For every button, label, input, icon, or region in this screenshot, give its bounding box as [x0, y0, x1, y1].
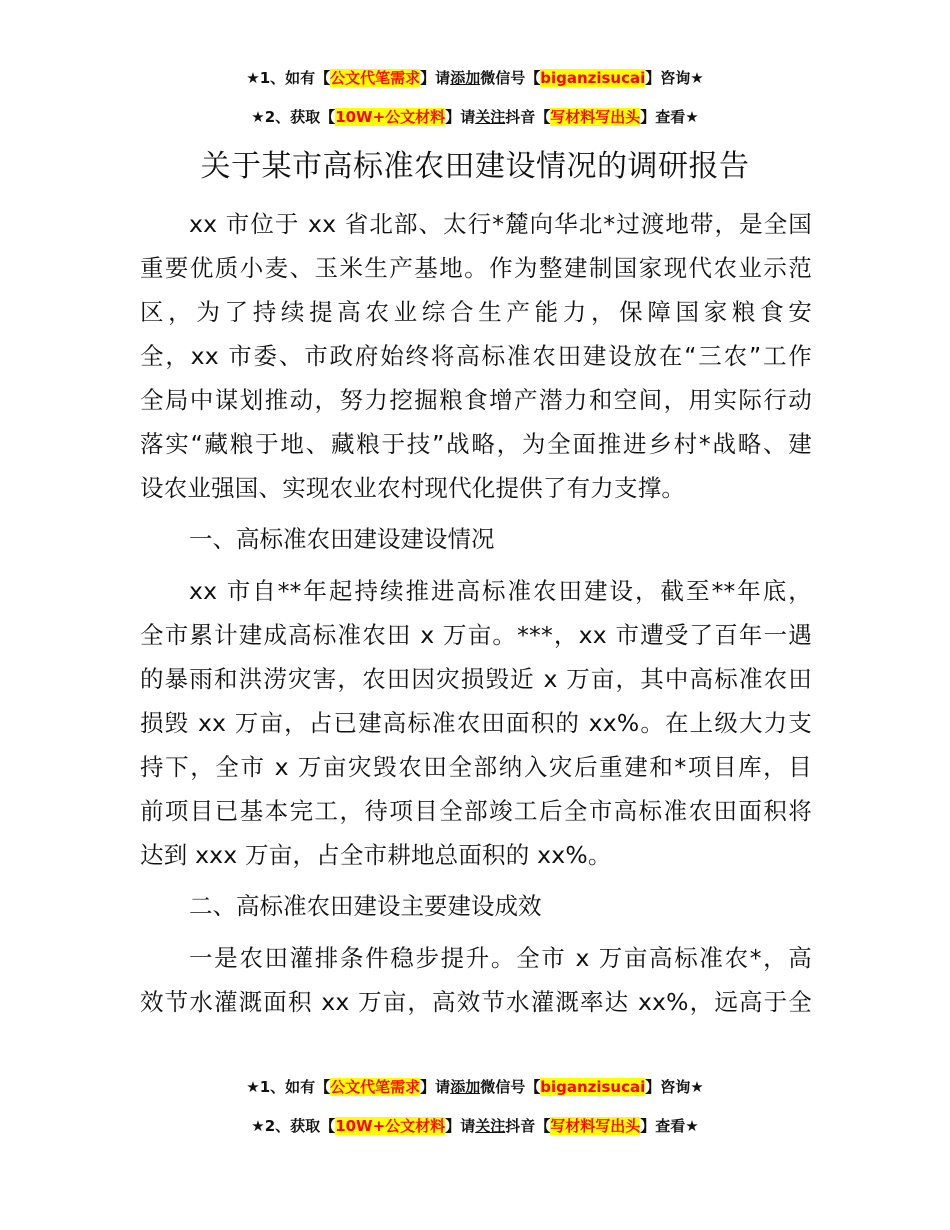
- banner-underlined: 添加: [450, 69, 481, 87]
- banner-highlight: 写材料写出头: [550, 108, 641, 126]
- section-heading: 二、高标准农田建设主要建设成效: [189, 892, 542, 920]
- paragraph-line: 的暴雨和洪涝灾害，农田因灾损毁近 x 万亩，其中高标准农田: [140, 665, 812, 693]
- document-title: 关于某市高标准农田建设情况的调研报告: [200, 149, 750, 184]
- banner-prefix: ★2、获取【: [251, 1117, 336, 1135]
- banner-highlight: 10W+公文材料: [335, 1117, 446, 1135]
- banner-text: 】请: [445, 108, 476, 126]
- banner-bottom-line-1: [0, 1076, 950, 1098]
- banner-prefix: ★1、如有【: [246, 1078, 331, 1096]
- banner-highlight: 写材料写出头: [550, 1117, 641, 1135]
- paragraph-line: 设农业强国、实现农业农村现代化提供了有力支撑。: [140, 474, 686, 502]
- paragraph-line: 损毁 xx 万亩，占已建高标准农田面积的 xx%。在上级大力支: [140, 709, 812, 737]
- banner-text: 微信号【: [480, 1078, 541, 1096]
- paragraph-line: 持下，全市 x 万亩灾毁农田全部纳入灾后重建和*项目库，目: [140, 753, 812, 781]
- paragraph-line: 前项目已基本完工，待项目全部竣工后全市高标准农田面积将: [140, 797, 812, 825]
- banner-highlight: 10W+公文材料: [335, 108, 446, 126]
- banner-suffix: 】咨询★: [645, 69, 704, 87]
- banner-suffix: 】咨询★: [645, 1078, 704, 1096]
- banner-text: 】请: [420, 1078, 451, 1096]
- banner-top-line-1: [0, 67, 950, 89]
- paragraph-line: xx 市位于 xx 省北部、太行*麓向华北*过渡地带，是全国: [189, 210, 812, 238]
- banner-underlined: 关注: [475, 1117, 506, 1135]
- paragraph-line: 全市累计建成高标准农田 x 万亩。***，xx 市遭受了百年一遇: [140, 621, 812, 649]
- banner-highlight: biganzisucai: [540, 1078, 646, 1096]
- paragraph-line: 达到 xxx 万亩，占全市耕地总面积的 xx%。: [140, 841, 612, 869]
- paragraph-line: 效节水灌溉面积 xx 万亩，高效节水灌溉率达 xx%，远高于全: [140, 988, 812, 1016]
- banner-highlight: 公文代笔需求: [330, 69, 421, 87]
- banner-prefix: ★2、获取【: [251, 108, 336, 126]
- banner-text: 】请: [420, 69, 451, 87]
- paragraph-line: xx 市自**年起持续推进高标准农田建设，截至**年底，: [189, 577, 812, 605]
- banner-text: 抖音【: [505, 1117, 551, 1135]
- banner-text: 微信号【: [480, 69, 541, 87]
- paragraph-line: 全局中谋划推动，努力挖掘粮食增产潜力和空间，用实际行动: [140, 386, 812, 414]
- paragraph-line: 落实“藏粮于地、藏粮于技”战略，为全面推进乡村*战略、建: [140, 430, 812, 458]
- banner-underlined: 关注: [475, 108, 506, 126]
- section-heading: 一、高标准农田建设建设情况: [189, 525, 495, 553]
- paragraph-line: 全，xx 市委、市政府始终将高标准农田建设放在“三农”工作: [140, 342, 812, 370]
- banner-suffix: 】查看★: [640, 108, 699, 126]
- paragraph-line: 一是农田灌排条件稳步提升。全市 x 万亩高标准农*，高: [189, 944, 812, 972]
- banner-suffix: 】查看★: [640, 1117, 699, 1135]
- banner-bottom-line-2: [0, 1115, 950, 1137]
- banner-highlight: biganzisucai: [540, 69, 646, 87]
- banner-text: 抖音【: [505, 108, 551, 126]
- paragraph-line: 区，为了持续提高农业综合生产能力，保障国家粮食安: [140, 298, 812, 326]
- banner-top-line-2: [0, 106, 950, 128]
- banner-highlight: 公文代笔需求: [330, 1078, 421, 1096]
- banner-prefix: ★1、如有【: [246, 69, 331, 87]
- banner-underlined: 添加: [450, 1078, 481, 1096]
- banner-text: 】请: [445, 1117, 476, 1135]
- paragraph-line: 重要优质小麦、玉米生产基地。作为整建制国家现代农业示范: [140, 254, 812, 282]
